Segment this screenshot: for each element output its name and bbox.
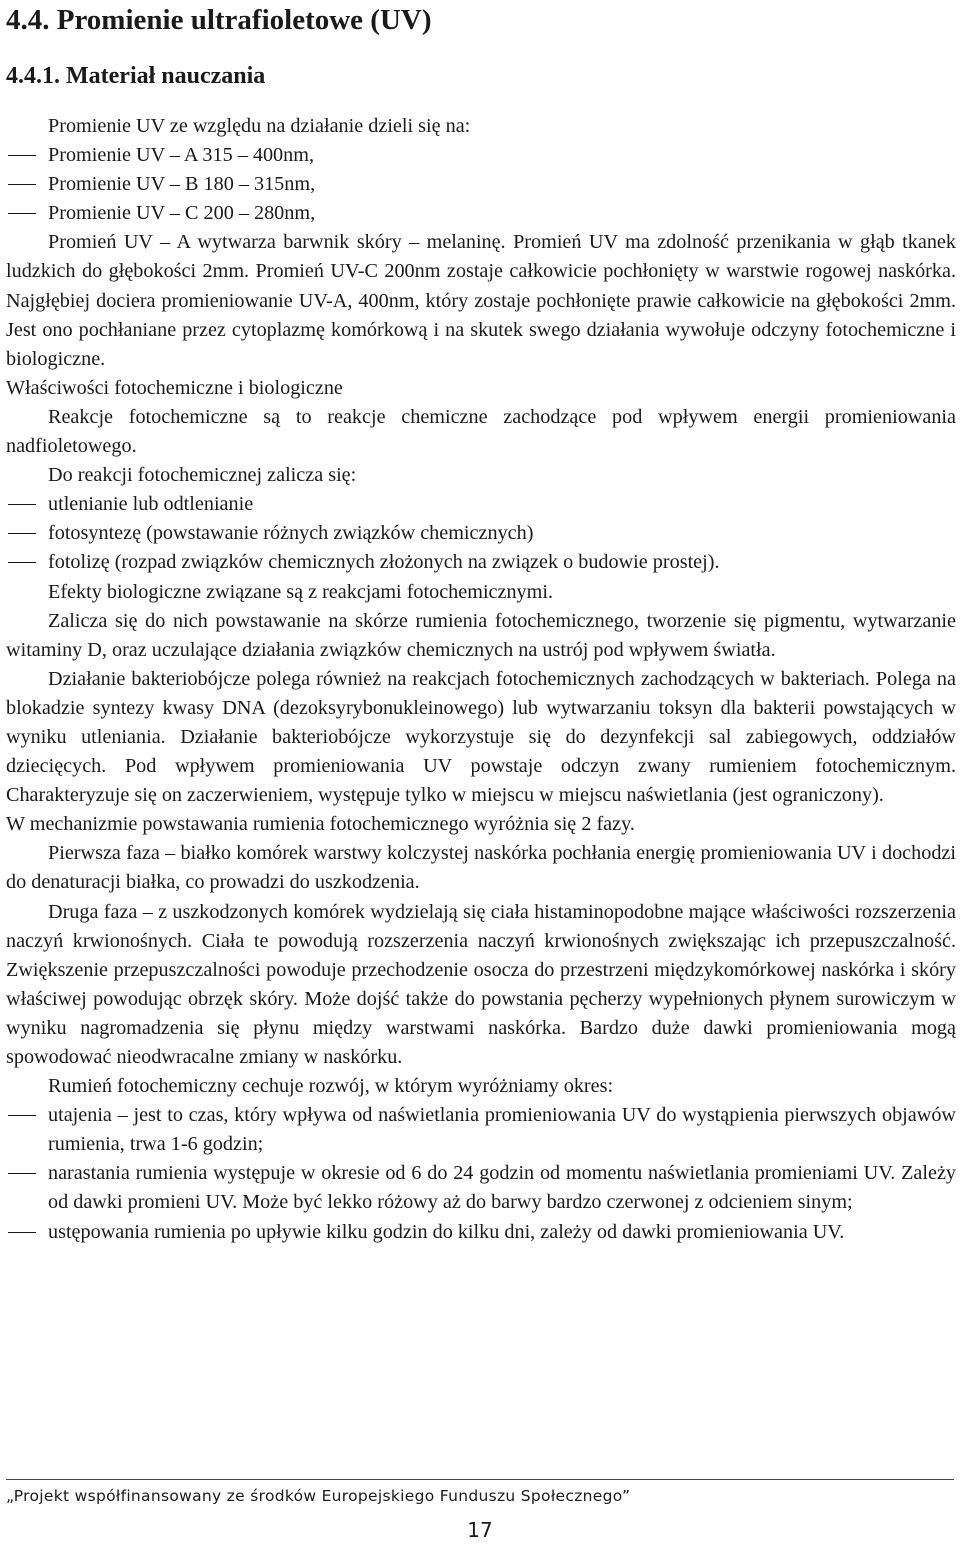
paragraph: Zalicza się do nich powstawanie na skórze rumienia fotochemicznego, tworzenie się pigmentu, wytwarzanie witaminy D, oraz uczulające działania związków chemicznych na ustrój pod wpływem światła. — [6, 609, 956, 661]
list-item: Promienie UV – B 180 – 315nm, — [6, 170, 956, 199]
paragraph: Właściwości fotochemiczne i biologiczne — [6, 376, 343, 399]
section-heading: 4.4. Promienie ultrafioletowe (UV) — [6, 4, 432, 36]
paragraph: Pierwsza faza – białko komórek warstwy kolczystej naskórka pochłania energię promieniowania UV i dochodzi do denaturacji białka, co prowadzi do uszkodzenia. — [6, 842, 956, 894]
document-body — [6, 112, 956, 1247]
list-item: Promienie UV – A 315 – 400nm, — [6, 141, 956, 170]
footer-divider — [6, 1479, 954, 1480]
page-number: 17 — [467, 1518, 493, 1542]
list-item: Promienie UV – C 200 – 280nm, — [6, 199, 956, 228]
paragraph: Do reakcji fotochemicznej zalicza się: — [48, 464, 357, 487]
paragraph: Efekty biologiczne związane są z reakcjami fotochemicznymi. — [48, 580, 554, 603]
paragraph: W mechanizmie powstawania rumienia fotochemicznego wyróżnia się 2 fazy. — [6, 813, 635, 836]
list-item: fotolizę (rozpad związków chemicznych złożonych na związek o budowie prostej). — [6, 548, 956, 577]
list-item: fotosyntezę (powstawanie różnych związków chemicznych) — [6, 519, 956, 548]
paragraph: Działanie bakteriobójcze polega również na reakcjach fotochemicznych zachodzących w bakteriach. Polega na blokadzie syntezy kwasy DNA (dezoksyrybonukleinowego) lub wytwarzaniu toksyn dla bakterii powstających w wyniku utleniania. Działanie bakteriobójcze wykorzystuje się do dezynfekcji sal zabiegowych, oddziałów dziecięcych. Pod wpływem promieniowania UV powstaje odczyn zwany rumieniem fotochemicznym. Charakteryzuje się on zaczerwieniem, występuje tylko w miejscu w miejscu naświetlania (jest ograniczony). — [6, 667, 956, 807]
paragraph: Promienie UV ze względu na działanie dzieli się na: — [48, 115, 471, 137]
footer-note: „Projekt współfinansowany ze środków Europejskiego Funduszu Społecznego” — [6, 1487, 631, 1505]
list-item: ustępowania rumienia po upływie kilku godzin do kilku dni, zależy od dawki promieniowania UV. — [6, 1218, 956, 1247]
list-item: utlenianie lub odtlenianie — [6, 490, 956, 519]
list-item: narastania rumienia występuje w okresie od 6 do 24 godzin od momentu naświetlania promieniami UV. Zależy od dawki promieni UV. Może być lekko różowy aż do barwy bardzo czerwonej z odcieniem sinym; — [6, 1159, 956, 1217]
list-item: utajenia – jest to czas, który wpływa od naświetlania promieniowania UV do wystąpienia pierwszych objawów rumienia, trwa 1-6 godzin; — [6, 1101, 956, 1159]
paragraph: Reakcje fotochemiczne są to reakcje chemiczne zachodzące pod wpływem energii promieniowania nadfioletowego. — [6, 405, 956, 458]
paragraph: Rumień fotochemiczny cechuje rozwój, w którym wyróżniamy okres: — [48, 1075, 614, 1098]
paragraph: Promień UV – A wytwarza barwnik skóry – melaninę. Promień UV ma zdolność przenikania w głąb tkanek ludzkich do głębokości 2mm. Promień UV-C 200nm zostaje całkowicie pochłonięty w warstwie rogowej naskórka. Najgłębiej dociera promieniowanie UV-A, 400nm, który zostaje pochłonięte prawie całkowicie na głębokości 2mm. Jest ono pochłaniane przez cytoplazmę komórkową i na skutek swego działania wywołuje odczyny fotochemiczne i biologiczne. — [6, 231, 956, 370]
paragraph: Druga faza – z uszkodzonych komórek wydzielają się ciała histaminopodobne mające właściwości rozszerzenia naczyń krwionośnych. Ciała te powodują rozszerzenia naczyń krwionośnych zwiększając ich przepuszczalność. Zwiększenie przepuszczalności powoduje przechodzenie osocza do przestrzeni międzykomórkowej naskórka i skóry właściwej powodując obrzęk skóry. Może dojść także do powstania pęcherzy wypełnionych płynem surowiczym w wyniku nagromadzenia się płynu między warstwami naskórka. Bardzo duże dawki promieniowania mogą spowodować nieodwracalne zmiany w naskórku. — [6, 900, 956, 1068]
subsection-heading: 4.4.1. Materiał nauczania — [6, 63, 266, 89]
